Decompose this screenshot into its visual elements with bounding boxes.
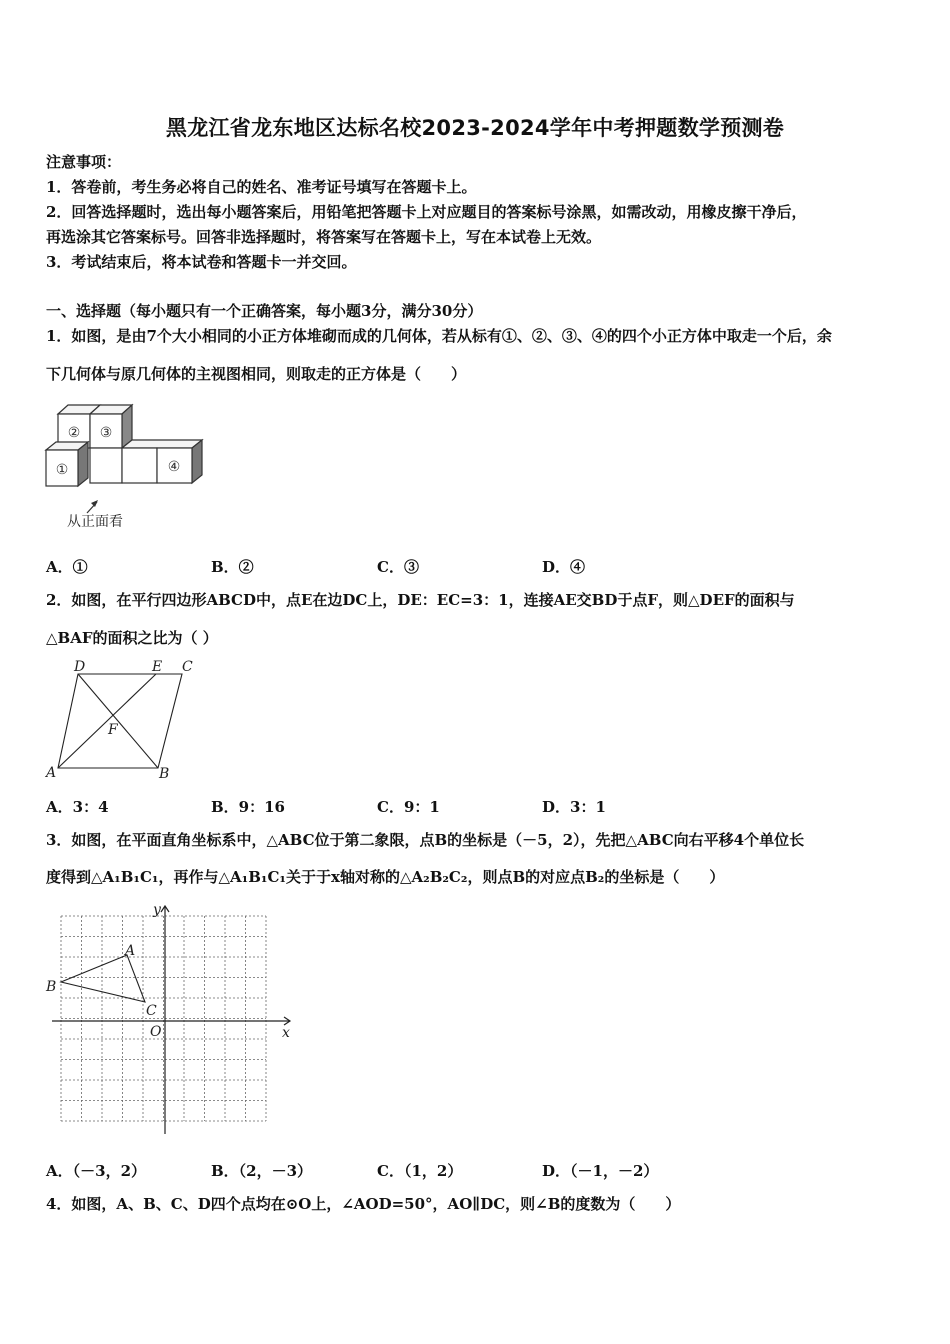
vertex-label: E <box>152 659 163 675</box>
question-4-text: 4．如图，A、B、C、D四个点均在⊙O上，∠AOD=50°，AO∥DC，则∠B的度数为（ ） <box>46 1195 681 1213</box>
option-a[interactable]: A．3：4 <box>46 798 109 816</box>
question-1-text: 1．如图，是由7个大小相同的小正方体堆砌而成的几何体，若从标有①、②、③、④的四个小正方体中取走一个后，余 <box>46 327 832 345</box>
vertex-label: A <box>46 765 57 781</box>
question-2-text: 2．如图，在平行四边形ABCD中，点E在边DC上，DE：EC=3：1，连接AE交BD于点F，则△DEF的面积与 <box>46 591 795 609</box>
cube-label: ② <box>67 425 81 441</box>
notice-item: 3．考试结束后，将本试卷和答题卡一并交回。 <box>46 253 357 271</box>
question-1-text: 下几何体与原几何体的主视图相同，则取走的正方体是（ ） <box>46 365 467 383</box>
option-b[interactable]: B．② <box>211 558 254 576</box>
question-2-parallelogram-figure <box>40 658 210 783</box>
question-3-text: 度得到△A₁B₁C₁，再作与△A₁B₁C₁关于于x轴对称的△A₂B₂C₂，则点B的对应点B₂的坐标是（ ） <box>46 868 725 886</box>
option-b[interactable]: B．（2，－3） <box>211 1162 313 1180</box>
question-2-text: △BAF的面积之比为（ ） <box>46 629 218 647</box>
section-heading: 一、选择题（每小题只有一个正确答案，每小题3分，满分30分） <box>46 302 483 320</box>
option-d[interactable]: D．（－1，－2） <box>542 1162 659 1180</box>
question-1-cube-figure <box>40 400 215 535</box>
notice-item: 1．答卷前，考生务必将自己的姓名、准考证号填写在答题卡上。 <box>46 178 477 196</box>
option-a[interactable]: A．（－3，2） <box>46 1162 147 1180</box>
option-c[interactable]: C．9：1 <box>377 798 440 816</box>
origin-label: O <box>150 1024 162 1040</box>
cube-label: ③ <box>99 425 113 441</box>
option-d[interactable]: D．3：1 <box>542 798 606 816</box>
vertex-label: A <box>125 943 136 959</box>
cube-label: ④ <box>167 459 181 475</box>
notice-item: 再选涂其它答案标号。回答非选择题时，将答案写在答题卡上，写在本试卷上无效。 <box>46 228 602 246</box>
option-a[interactable]: A．① <box>46 558 88 576</box>
notice-heading: 注意事项： <box>46 153 122 171</box>
vertex-label: B <box>159 766 170 782</box>
notice-item: 2．回答选择题时，选出每小题答案后，用铅笔把答题卡上对应题目的答案标号涂黑，如需改动，用橡皮擦干净后， <box>46 203 807 221</box>
cube-label: ① <box>55 462 69 478</box>
vertex-label: C <box>146 1003 157 1019</box>
axis-label: x <box>282 1025 290 1041</box>
option-d[interactable]: D．④ <box>542 558 586 576</box>
view-caption: 从正面看 <box>67 514 123 530</box>
vertex-label: F <box>108 722 118 738</box>
vertex-label: D <box>74 659 86 675</box>
option-c[interactable]: C．③ <box>377 558 419 576</box>
exam-title: 黑龙江省龙东地区达标名校2023-2024学年中考押题数学预测卷 <box>165 116 785 140</box>
question-3-coordinate-figure <box>40 898 300 1138</box>
option-c[interactable]: C．（1，2） <box>377 1162 463 1180</box>
question-3-text: 3．如图，在平面直角坐标系中，△ABC位于第二象限，点B的坐标是（－5，2），先把△ABC向右平移4个单位长 <box>46 831 805 849</box>
view-direction-arrow-icon <box>87 500 98 513</box>
vertex-label: C <box>182 659 193 675</box>
axis-label: y <box>153 902 161 918</box>
vertex-label: B <box>46 979 57 995</box>
option-b[interactable]: B．9：16 <box>211 798 285 816</box>
